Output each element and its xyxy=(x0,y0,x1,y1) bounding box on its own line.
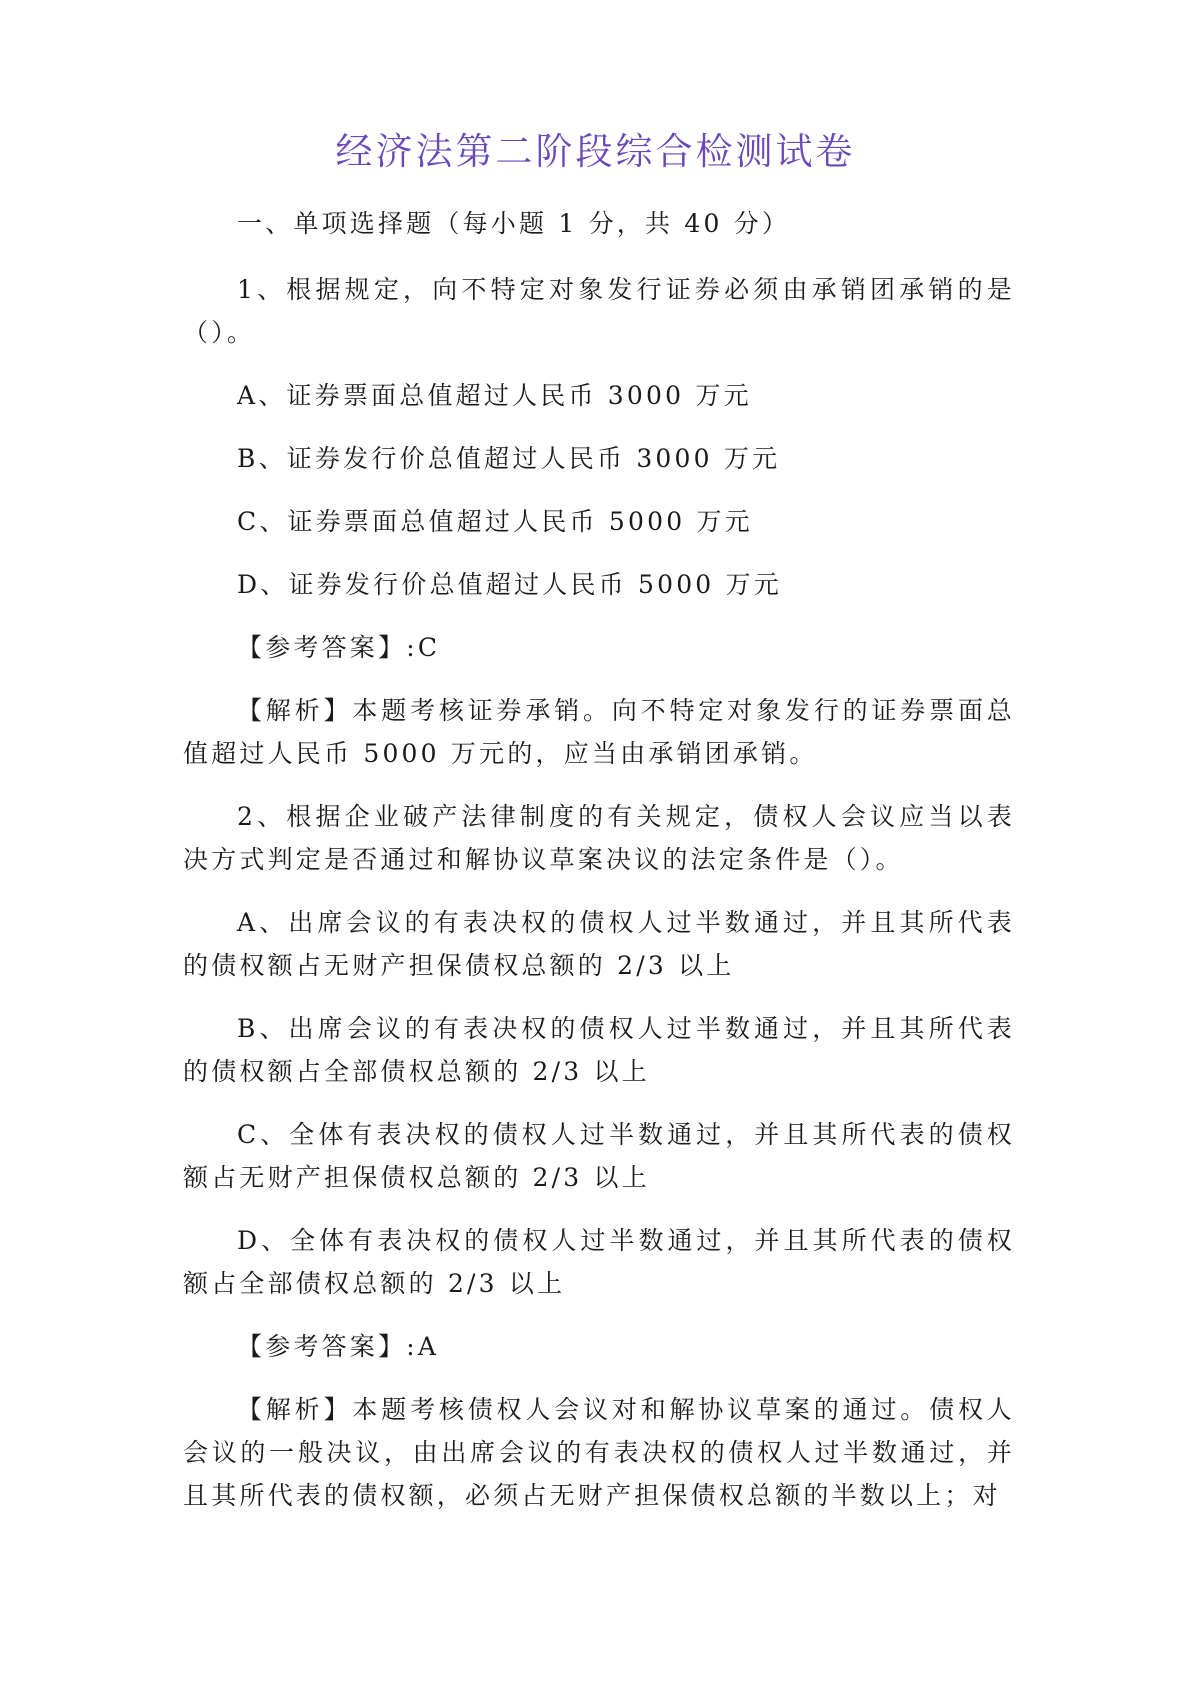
question-2-option-b: B、出席会议的有表决权的债权人过半数通过，并且其所代表的债权额占全部债权总额的 2/3 以上 xyxy=(183,1014,1015,1086)
question-2-option-d: D、全体有表决权的债权人过半数通过，并且其所代表的债权额占全部债权总额的 2/3 以上 xyxy=(183,1226,1015,1298)
question-2-option-a: A、出席会议的有表决权的债权人过半数通过，并且其所代表的债权额占无财产担保债权总额的 2/3 以上 xyxy=(183,908,1015,980)
question-1-stem: 1、根据规定，向不特定对象发行证券必须由承销团承销的是（）。 xyxy=(183,275,1015,347)
section-heading: 一、单项选择题（每小题 1 分，共 40 分） xyxy=(237,209,791,238)
page-title: 经济法第二阶段综合检测试卷 xyxy=(335,130,856,173)
question-1-option-a: A、证券票面总值超过人民币 3000 万元 xyxy=(237,381,752,410)
question-2-stem: 2、根据企业破产法律制度的有关规定，债权人会议应当以表决方式判定是否通过和解协议草案决议的法定条件是（）。 xyxy=(183,802,1015,874)
question-2-answer: 【参考答案】:A xyxy=(237,1332,440,1361)
question-2-analysis: 【解析】本题考核债权人会议对和解协议草案的通过。债权人会议的一般决议，由出席会议的有表决权的债权人过半数通过，并且其所代表的债权额，必须占无财产担保债权总额的半数以上；对 xyxy=(183,1395,1015,1510)
question-1-option-b: B、证券发行价总值超过人民币 3000 万元 xyxy=(237,444,781,473)
question-1-answer: 【参考答案】:C xyxy=(237,633,441,662)
document-body xyxy=(183,202,1015,1537)
question-1-option-c: C、证券票面总值超过人民币 5000 万元 xyxy=(237,507,753,536)
question-1-analysis: 【解析】本题考核证券承销。向不特定对象发行的证券票面总值超过人民币 5000 万元的，应当由承销团承销。 xyxy=(183,696,1015,768)
question-2-option-c: C、全体有表决权的债权人过半数通过，并且其所代表的债权额占无财产担保债权总额的 2/3 以上 xyxy=(183,1120,1015,1192)
question-1-option-d: D、证券发行价总值超过人民币 5000 万元 xyxy=(237,570,782,599)
